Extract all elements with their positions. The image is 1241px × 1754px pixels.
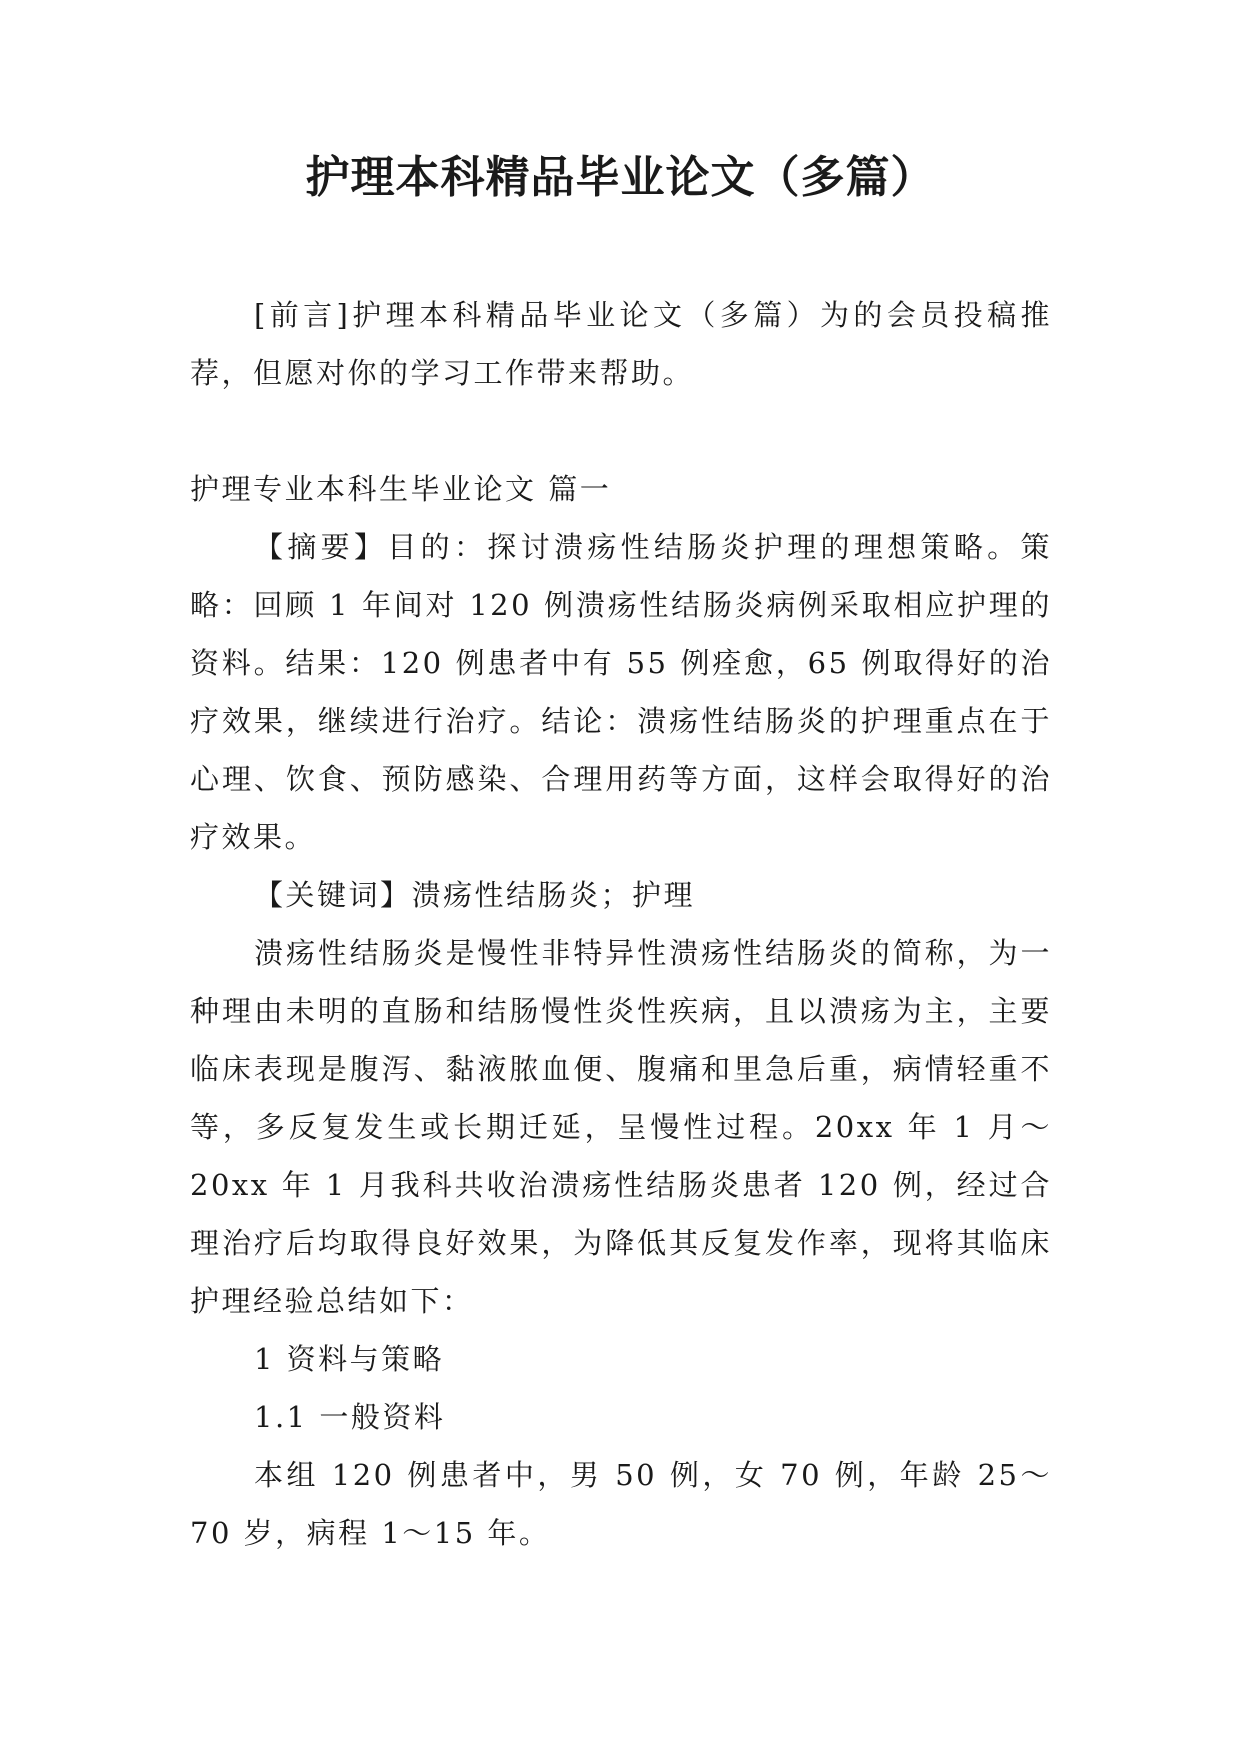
document-body [190,286,1052,1562]
heading-1-1: 1.1 一般资料 [254,1400,446,1434]
preface-paragraph: [前言]护理本科精品毕业论文（多篇）为的会员投稿推荐，但愿对你的学习工作带来帮助。 [190,298,1052,390]
general-data-paragraph: 本组 120 例患者中，男 50 例，女 70 例，年龄 25～70 岁，病程 1～15 年。 [190,1458,1052,1550]
keywords-paragraph: 【关键词】溃疡性结肠炎；护理 [254,878,696,912]
heading-1: 1 资料与策略 [254,1342,445,1376]
intro-paragraph: 溃疡性结肠炎是慢性非特异性溃疡性结肠炎的简称，为一种理由未明的直肠和结肠慢性炎性疾病，且以溃疡为主，主要临床表现是腹泻、黏液脓血便、腹痛和里急后重，病情轻重不等，多反复发生或长期迁延，呈慢性过程。20xx 年 1 月～20xx 年 1 月我科共收治溃疡性结肠炎患者 120 例，经过合理治疗后均取得良好效果，为降低其反复发作率，现将其临床护理经验总结如下： [190,936,1052,1318]
abstract-paragraph: 【摘要】目的：探讨溃疡性结肠炎护理的理想策略。策略：回顾 1 年间对 120 例溃疡性结肠炎病例采取相应护理的资料。结果：120 例患者中有 55 例痊愈，65 例取得好的治疗效果，继续进行治疗。结论：溃疡性结肠炎的护理重点在于心理、饮食、预防感染、合理用药等方面，这样会取得好的治疗效果。 [190,530,1052,854]
document-title: 护理本科精品毕业论文（多篇） [305,152,936,203]
section-heading: 护理专业本科生毕业论文 篇一 [190,472,612,506]
